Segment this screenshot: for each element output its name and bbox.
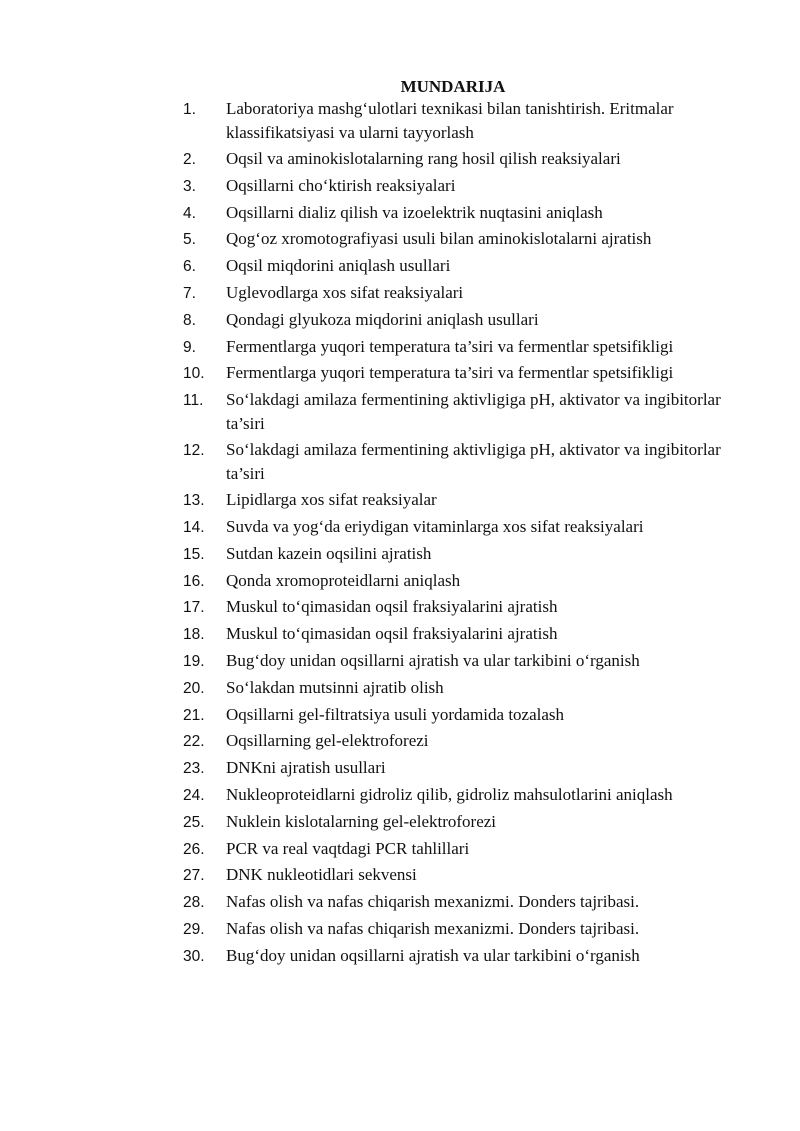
toc-item-number: 15. bbox=[183, 545, 205, 563]
toc-item-number: 2. bbox=[183, 151, 196, 168]
toc-item-number: 4. bbox=[183, 204, 196, 222]
toc-item-text: Fermentlarga yuqori temperatura ta’siri va fermentlar spetsifikligi bbox=[226, 363, 674, 383]
toc-item-number: 22. bbox=[183, 733, 205, 751]
toc-item-number: 23. bbox=[183, 760, 205, 778]
toc-item-number: 10. bbox=[183, 365, 205, 383]
toc-item bbox=[0, 783, 800, 810]
toc-item-text: Nukleoproteidlarni gidroliz qilib, gidroliz mahsulotlarini aniqlash bbox=[226, 784, 673, 804]
toc-item-number: 3. bbox=[183, 177, 196, 195]
toc-item bbox=[0, 944, 800, 971]
toc-item-text: Qog‘oz xromotografiyasi usuli bilan aminokislotalarni ajratish bbox=[226, 229, 652, 249]
toc-item-text: Bug‘doy unidan oqsillarni ajratish va ular tarkibini o‘rganish bbox=[226, 650, 640, 670]
toc-item bbox=[0, 542, 800, 569]
toc-item-text: Oqsillarni cho‘ktirish reaksiyalari bbox=[226, 175, 456, 195]
toc-item-text: Muskul to‘qimasidan oqsil fraksiyalarini ajratish bbox=[226, 624, 558, 644]
toc-item-number: 8. bbox=[183, 311, 196, 329]
toc-item-number: 30. bbox=[183, 947, 205, 965]
toc-item-text: PCR va real vaqtdagi PCR tahlillari bbox=[226, 838, 470, 858]
toc-item-number: 7. bbox=[183, 284, 196, 302]
toc-item bbox=[0, 622, 800, 649]
toc-item bbox=[0, 488, 800, 515]
toc-item bbox=[0, 515, 800, 542]
toc-item bbox=[0, 810, 800, 837]
toc-item bbox=[0, 438, 800, 488]
toc-item-number: 13. bbox=[183, 492, 205, 510]
toc-item-text: Nafas olish va nafas chiqarish mexanizmi. Donders tajribasi. bbox=[226, 892, 640, 912]
toc-item-text: Oqsil miqdorini aniqlash usullari bbox=[226, 256, 451, 276]
toc-item-text: Muskul to‘qimasidan oqsil fraksiyalarini ajratish bbox=[226, 597, 558, 617]
table-of-contents bbox=[0, 97, 800, 971]
toc-item-number: 1. bbox=[183, 101, 196, 118]
page-title: MUNDARIJA bbox=[400, 77, 506, 96]
toc-item-text: So‘lakdagi amilaza fermentining aktivligiga pH, aktivator va ingibitorlar ta’siri bbox=[226, 390, 721, 434]
toc-item bbox=[0, 361, 800, 388]
toc-item bbox=[0, 676, 800, 703]
toc-item bbox=[0, 174, 800, 201]
toc-item-text: DNK nukleotidlari sekvensi bbox=[226, 865, 417, 885]
toc-item-number: 20. bbox=[183, 679, 205, 697]
toc-item-number: 29. bbox=[183, 920, 205, 938]
toc-item-number: 17. bbox=[183, 599, 205, 617]
toc-item-number: 25. bbox=[183, 813, 205, 831]
toc-item-number: 11. bbox=[183, 392, 204, 410]
toc-item-number: 28. bbox=[183, 894, 205, 912]
toc-item-text: DNKni ajratish usullari bbox=[226, 758, 386, 778]
toc-item-number: 24. bbox=[183, 786, 205, 804]
toc-item bbox=[0, 703, 800, 730]
toc-item bbox=[0, 254, 800, 281]
toc-item bbox=[0, 281, 800, 308]
toc-item-text: Qondagi glyukoza miqdorini aniqlash usullari bbox=[226, 309, 539, 329]
toc-item-text: So‘lakdagi amilaza fermentining aktivligiga pH, aktivator va ingibitorlar ta’siri bbox=[226, 440, 721, 484]
toc-item bbox=[0, 97, 800, 147]
toc-item-text: Oqsillarni gel-filtratsiya usuli yordamida tozalash bbox=[226, 704, 565, 724]
toc-item-number: 16. bbox=[183, 572, 205, 590]
toc-item bbox=[0, 147, 800, 174]
toc-item bbox=[0, 308, 800, 335]
toc-item bbox=[0, 863, 800, 890]
toc-item bbox=[0, 917, 800, 944]
toc-item-text: Lipidlarga xos sifat reaksiyalar bbox=[226, 490, 437, 510]
toc-item-number: 14. bbox=[183, 518, 205, 536]
toc-item-text: Qonda xromoproteidlarni aniqlash bbox=[226, 570, 461, 590]
toc-item-text: Oqsil va aminokislotalarning rang hosil qilish reaksiyalari bbox=[226, 149, 621, 168]
toc-item-number: 9. bbox=[183, 338, 196, 356]
toc-item-number: 18. bbox=[183, 626, 205, 644]
toc-item-number: 21. bbox=[183, 706, 205, 724]
toc-item-text: Nuklein kislotalarning gel-elektroforezi bbox=[226, 811, 497, 831]
toc-item-text: Fermentlarga yuqori temperatura ta’siri va fermentlar spetsifikligi bbox=[226, 336, 674, 356]
toc-item-text: Suvda va yog‘da eriydigan vitaminlarga xos sifat reaksiyalari bbox=[226, 516, 644, 536]
toc-item-text: Laboratoriya mashg‘ulotlari texnikasi bilan tanishtirish. Eritmalar klassifikatsiyasi va ularni tayyorlash bbox=[226, 99, 674, 142]
toc-item-text: Oqsillarning gel-elektroforezi bbox=[226, 731, 429, 751]
toc-item bbox=[0, 569, 800, 596]
toc-item bbox=[0, 890, 800, 917]
toc-item bbox=[0, 595, 800, 622]
toc-item-number: 6. bbox=[183, 258, 196, 276]
toc-item-text: Nafas olish va nafas chiqarish mexanizmi. Donders tajribasi. bbox=[226, 918, 640, 938]
toc-item bbox=[0, 837, 800, 864]
toc-item-text: Sutdan kazein oqsilini ajratish bbox=[226, 543, 432, 563]
toc-item bbox=[0, 388, 800, 438]
toc-item bbox=[0, 335, 800, 362]
toc-item bbox=[0, 649, 800, 676]
toc-item-text: Bug‘doy unidan oqsillarni ajratish va ular tarkibini o‘rganish bbox=[226, 945, 640, 965]
toc-item-text: Oqsillarni dializ qilish va izoelektrik nuqtasini aniqlash bbox=[226, 202, 603, 222]
toc-item-text: So‘lakdan mutsinni ajratib olish bbox=[226, 677, 444, 697]
toc-item-number: 5. bbox=[183, 231, 196, 249]
toc-item bbox=[0, 201, 800, 228]
toc-item-number: 19. bbox=[183, 652, 205, 670]
toc-item-number: 26. bbox=[183, 840, 205, 858]
toc-item-number: 12. bbox=[183, 442, 205, 460]
toc-item bbox=[0, 729, 800, 756]
toc-item-text: Uglevodlarga xos sifat reaksiyalari bbox=[226, 282, 464, 302]
toc-item bbox=[0, 756, 800, 783]
toc-item bbox=[0, 227, 800, 254]
toc-item-number: 27. bbox=[183, 867, 205, 885]
